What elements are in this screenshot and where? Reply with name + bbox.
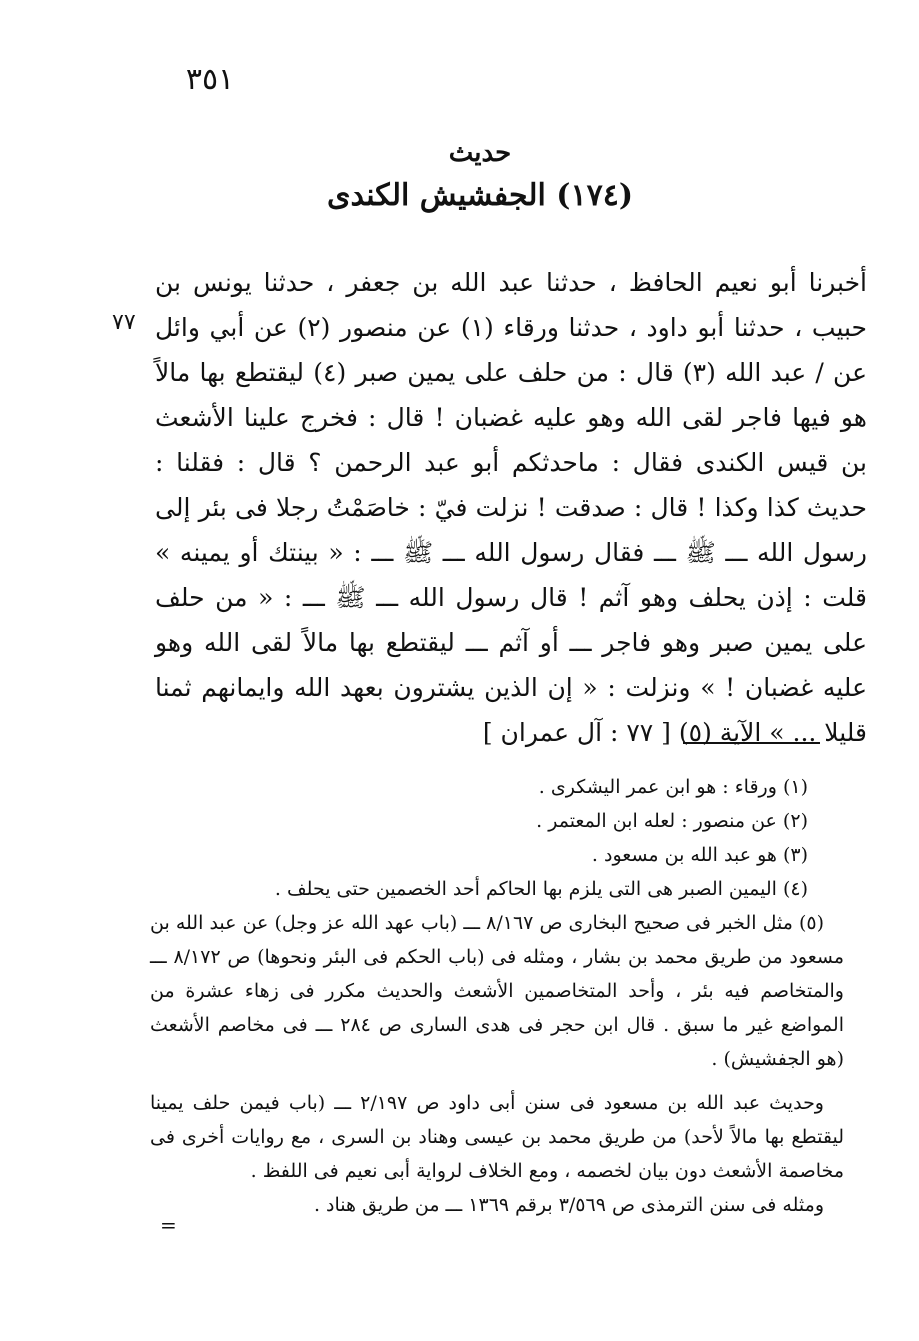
footnote-4: (٤) اليمين الصبر هى التى يلزم بها الحاكم أحد الخصمين حتى يحلف . (274, 878, 808, 900)
footnote-5 (150, 906, 844, 1076)
footnote-2: (٢) عن منصور : لعله ابن المعتمر . (536, 810, 808, 832)
footnote-1: (١) ورقاء : هو ابن عمر اليشكرى . (538, 776, 808, 798)
page-number: ٣٥١ (185, 62, 235, 97)
hadith-paragraph: أخبرنا أبو نعيم الحافظ ، حدثنا عبد الله بن جعفر ، حدثنا يونس بن حبيب ، حدثنا أبو داود ، حدثنا ورقاء (١) عن منصور (٢) عن أبي وائل عن / عبد الله (٣) قال : من حلف على يمين صبر (٤) ليقتطع بها مالاً هو فيها فاجر لقى الله وهو عليه غضبان ! قال : فخرج علينا الأشعث بن قيس الكندى فقال : ماحدثكم أبو عبد الرحمن ؟ قال : فقلنا : حديث كذا وكذا ! قال : صدقت ! نزلت فيّ : خاصَمْتُ رجلا فى بئر إلى رسول الله ـــ ﷺ ـــ فقال رسول الله ـــ ﷺ ـــ : « بينتك أو يمينه » قلت : إذن يحلف وهو آثم ! قال رسول الله ـــ ﷺ ـــ : « من حلف على يمين صبر وهو فاجر ـــ أو آثم ـــ ليقتطع بها مالاً لقى الله وهو عليه غضبان ! » ونزلت : « إن الذين يشترون بعهد الله وايمانهم ثمنا قليلا ... » الآية (٥) [ ٧٧ : آل عمران ] (155, 268, 868, 747)
footnote-separator (683, 742, 820, 744)
footnote-tirmidhi-text: ومثله فى سنن الترمذى ص ٣/٥٦٩ برقم ١٣٦٩ ـــ من طريق هناد . (313, 1194, 824, 1216)
main-text (155, 260, 867, 755)
footnote-5-text: (٥) مثل الخبر فى صحيح البخارى ص ٨/١٦٧ ـــ (باب عهد الله عز وجل) عن عبد الله بن مسعود من طريق محمد بن بشار ، ومثله فى (باب الحكم فى البئر ونحوها) ص ٨/١٧٢ ـــ والمتخاصم فيه بئر ، وأحد المتخاصمين الأشعث والحديث مكرر فى زهاء عشرة من المواضع غير ما سبق . قال ابن حجر فى هدى السارى ص ٢٨٤ ـــ فى مخاصم الأشعث (هو الجفشيش) . (150, 912, 844, 1070)
continuation-mark: = (160, 1213, 177, 1237)
footnote-5-continued-abu-dawud (150, 1086, 844, 1188)
footnotes (150, 770, 844, 1222)
section-heading: حديث (448, 138, 512, 168)
footnote-abu-dawud-text: وحديث عبد الله بن مسعود فى سنن أبى داود ص ٢/١٩٧ ـــ (باب فيمن حلف يمينا ليقتطع بها مالاً لأحد) من طريق محمد بن عيسى وهناد بن السرى ، مع روايات أخرى فى مخاصمة الأشعث دون بيان لخصمه ، ومع الخلاف لرواية أبى نعيم فى اللفظ . (150, 1092, 844, 1182)
footnote-3: (٣) هو عبد الله بن مسعود . (591, 844, 808, 866)
hadith-title: (١٧٤) الجفشيش الكندى (326, 178, 634, 213)
margin-page-marker: ٧٧ (112, 310, 136, 335)
footnote-5-continued-tirmidhi (150, 1188, 844, 1222)
